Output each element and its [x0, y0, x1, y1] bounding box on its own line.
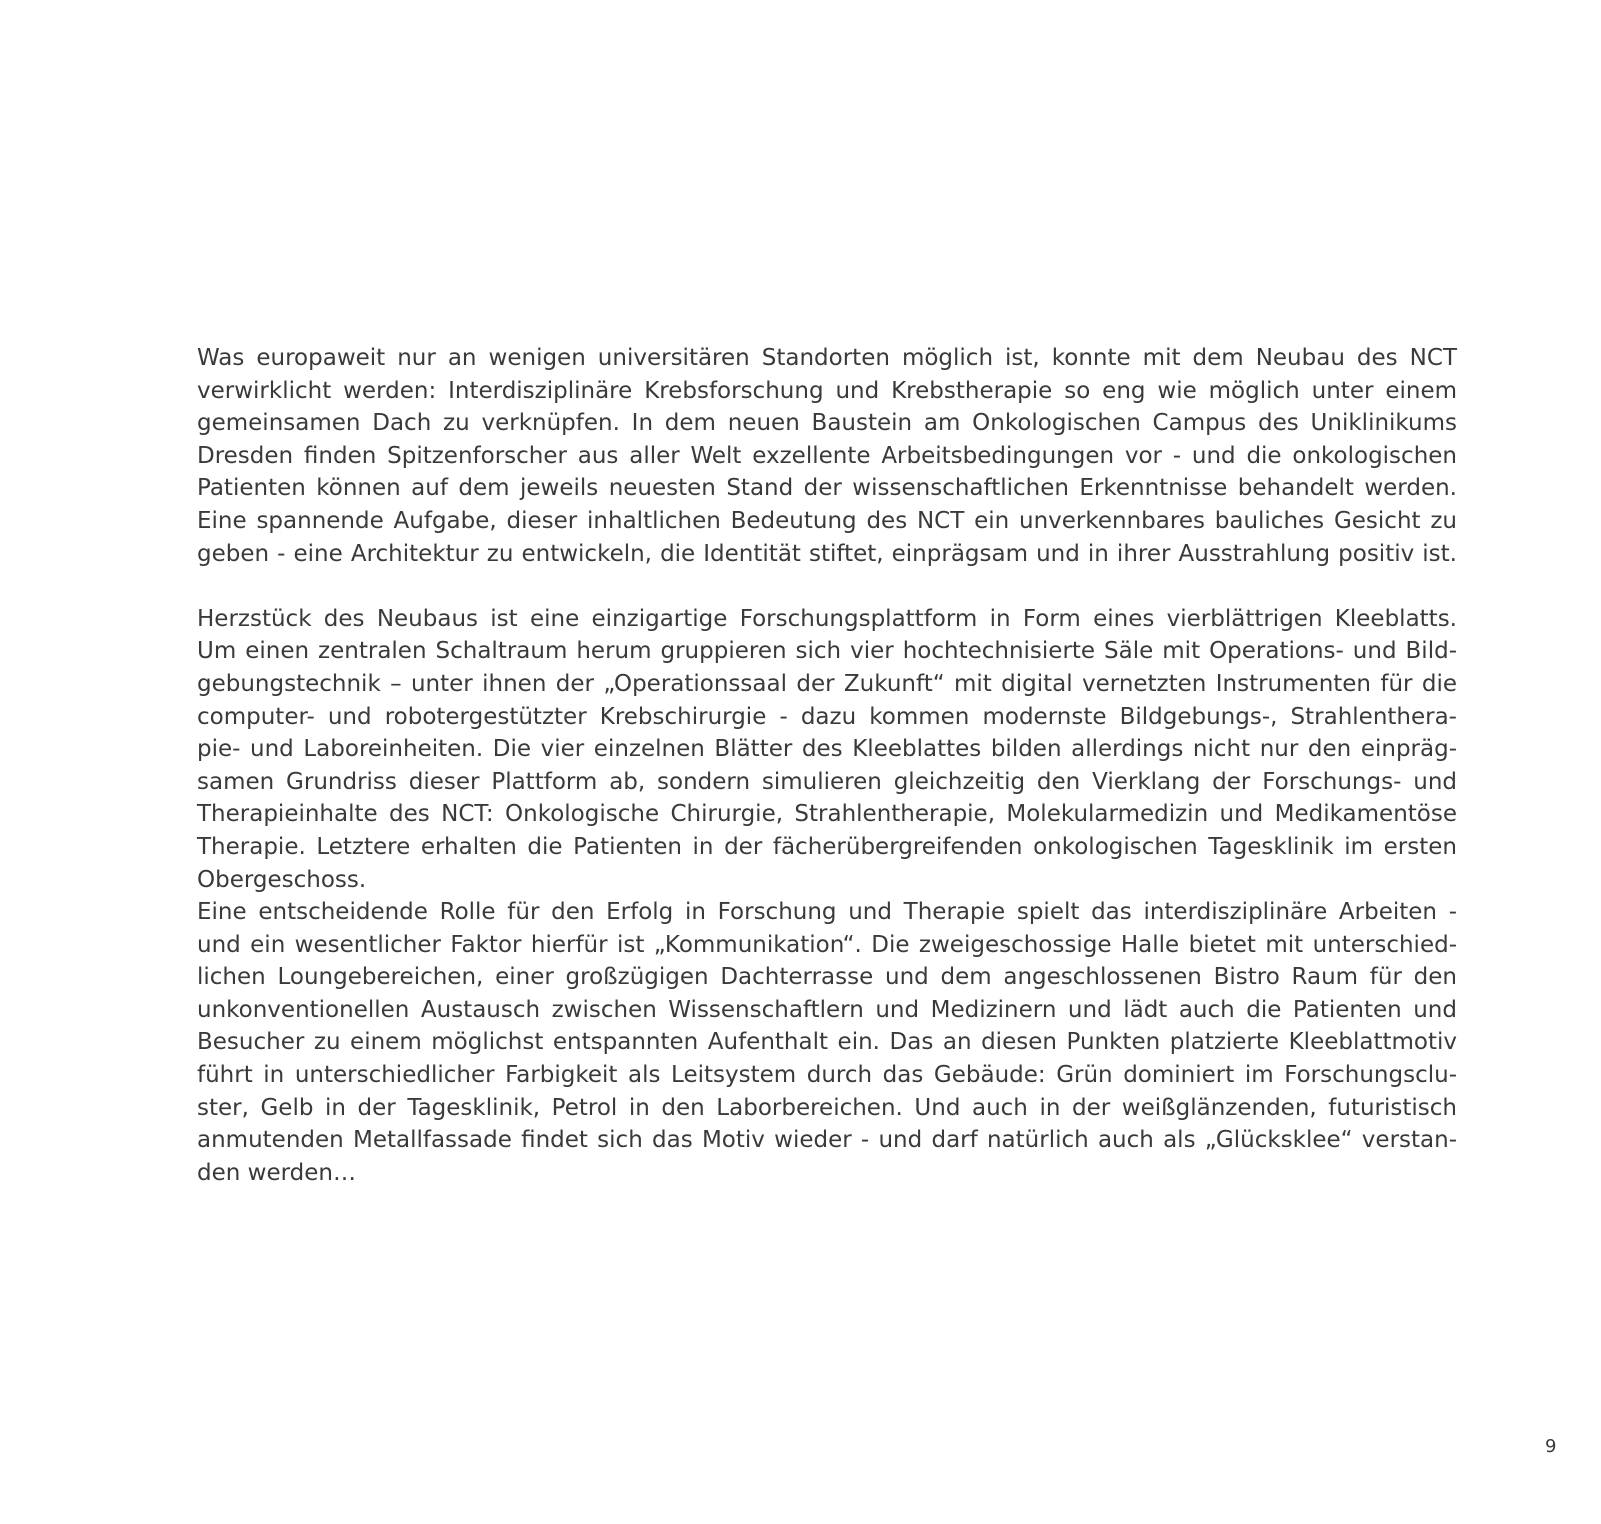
paragraph-2 [197, 603, 1457, 1190]
text-line: samen Grundriss dieser Plattform ab, sondern simulieren gleichzeitig den Vierklang der Forschungs- und [197, 768, 1457, 795]
text-line: Herzstück des Neubaus ist eine einzigartige Forschungsplattform in Form eines vierblättrigen Kleeblatts. [197, 605, 1457, 632]
page-number: 9 [1545, 1436, 1557, 1457]
text-line: verwirklicht werden: Interdisziplinäre Krebsforschung und Krebstherapie so eng wie möglich unter einem [197, 377, 1457, 404]
text-line: Patienten können auf dem jeweils neuesten Stand der wissenschaftlichen Erkenntnisse behandelt werden. [197, 475, 1457, 502]
text-line: und ein wesentlicher Faktor hierfür ist „Kommunikation“. Die zweigeschossige Halle bietet mit unterschied- [197, 931, 1457, 958]
paragraph-spacer [197, 570, 1457, 603]
text-line: lichen Loungebereichen, einer großzügigen Dachterrasse und dem angeschlossenen Bistro Raum für den [197, 964, 1457, 991]
text-line: Besucher zu einem möglichst entspannten Aufenthalt ein. Das an diesen Punkten platzierte Kleeblattmotiv [197, 1029, 1457, 1056]
paragraph-1 [197, 342, 1457, 570]
text-line: Eine spannende Aufgabe, dieser inhaltlichen Bedeutung des NCT ein unverkennbares bauliches Gesicht zu [197, 507, 1457, 534]
text-line: ster, Gelb in der Tagesklinik, Petrol in den Laborbereichen. Und auch in der weißglänzenden, futuristisch [197, 1094, 1457, 1121]
text-line: gebungstechnik – unter ihnen der „Operationssaal der Zukunft“ mit digital vernetzten Instrumenten für die [197, 670, 1457, 697]
text-line: Um einen zentralen Schaltraum herum gruppieren sich vier hochtechnisierte Säle mit Operations- und Bild- [197, 638, 1457, 665]
text-line: Obergeschoss. [197, 866, 367, 893]
body-text [197, 342, 1457, 1189]
text-line: geben - eine Architektur zu entwickeln, die Identität stiftet, einprägsam und in ihrer Ausstrahlung positiv ist. [197, 540, 1457, 567]
text-line: Therapieinhalte des NCT: Onkologische Chirurgie, Strahlentherapie, Molekularmedizin und Medikamentöse [197, 801, 1457, 828]
text-line: computer- und robotergestützter Krebschirurgie - dazu kommen modernste Bildgebungs-, Strahlenthera- [197, 703, 1457, 730]
text-line: führt in unterschiedlicher Farbigkeit als Leitsystem durch das Gebäude: Grün dominiert im Forschungsclu- [197, 1062, 1457, 1089]
text-line: Dresden finden Spitzenforscher aus aller Welt exzellente Arbeitsbedingungen vor - und die onkologischen [197, 442, 1457, 469]
text-line: gemeinsamen Dach zu verknüpfen. In dem neuen Baustein am Onkologischen Campus des Uniklinikums [197, 410, 1457, 437]
text-line: pie- und Laboreinheiten. Die vier einzelnen Blätter des Kleeblattes bilden allerdings nicht nur den einpräg- [197, 736, 1457, 763]
text-line: Was europaweit nur an wenigen universitären Standorten möglich ist, konnte mit dem Neubau des NCT [197, 345, 1457, 371]
text-line: anmutenden Metallfassade findet sich das Motiv wieder - und darf natürlich auch als „Glücksklee“ verstan- [197, 1127, 1457, 1154]
text-line: Therapie. Letztere erhalten die Patienten in der fächerübergreifenden onkologischen Tagesklinik im ersten [197, 833, 1457, 860]
text-line: unkonventionellen Austausch zwischen Wissenschaftlern und Medizinern und lädt auch die Patienten und [197, 996, 1457, 1023]
text-line: den werden… [197, 1159, 356, 1186]
text-line: Eine entscheidende Rolle für den Erfolg in Forschung und Therapie spielt das interdisziplinäre Arbeiten - [197, 899, 1457, 926]
